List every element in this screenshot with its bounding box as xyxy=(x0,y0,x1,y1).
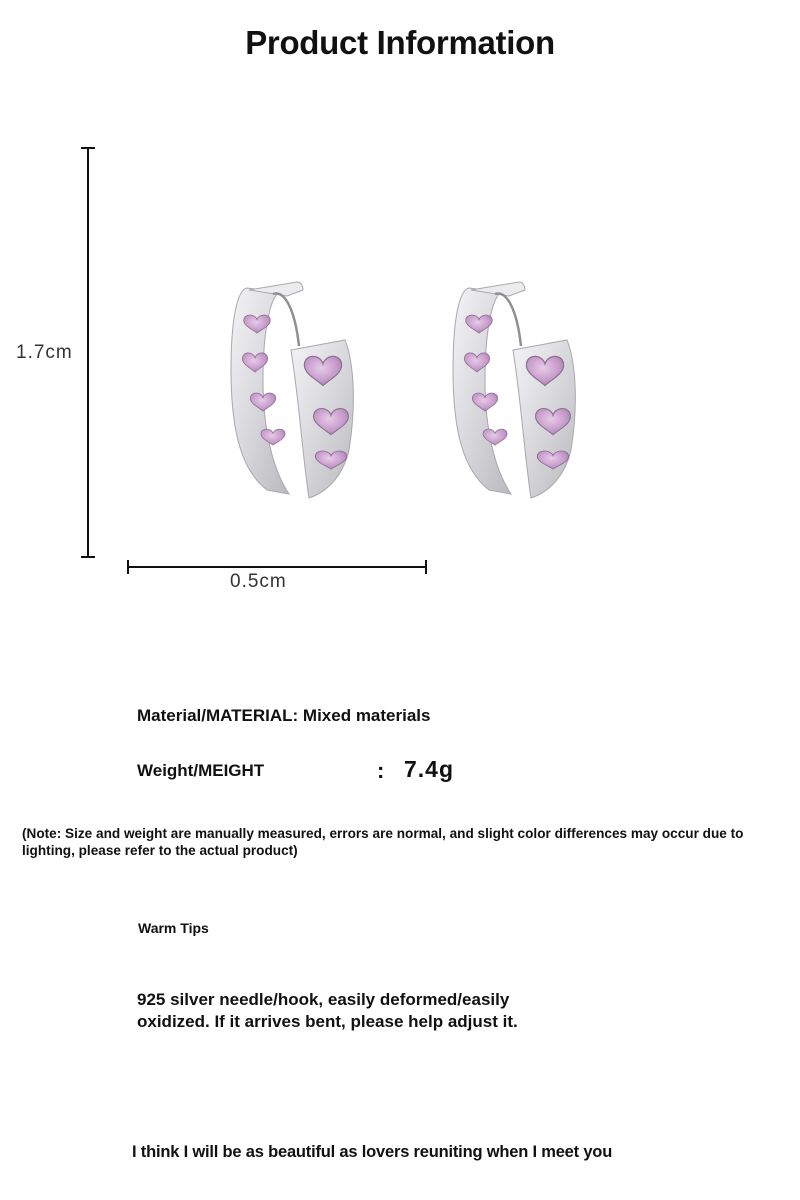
warm-tips-heading: Warm Tips xyxy=(138,920,209,936)
width-dimension-label: 0.5cm xyxy=(230,571,287,592)
height-dimension-cap-bottom xyxy=(81,556,95,558)
warm-tips-body: 925 silver needle/hook, easily deformed/easily oxidized. If it arrives bent, please help adjust it. xyxy=(137,990,518,1031)
product-image-earrings xyxy=(225,280,585,505)
measurement-note: (Note: Size and weight are manually measured, errors are normal, and slight color differences may occur due to lighting, please refer to the actual product) xyxy=(22,826,744,858)
weight-label: Weight/MEIGHT xyxy=(137,761,265,780)
weight-separator: : xyxy=(377,758,385,783)
earring-left xyxy=(231,282,353,498)
height-dimension-line xyxy=(87,148,89,557)
earring-right xyxy=(453,282,575,498)
slogan-text: I think I will be as beautiful as lovers reuniting when I meet you xyxy=(132,1143,613,1161)
material-spec: Material/MATERIAL: Mixed materials xyxy=(137,706,431,725)
page-title: Product Information xyxy=(245,24,555,61)
weight-value: 7.4g xyxy=(404,756,455,782)
height-dimension-label: 1.7cm xyxy=(16,342,73,363)
width-dimension-line xyxy=(127,566,427,568)
width-dimension-cap-right xyxy=(425,560,427,574)
